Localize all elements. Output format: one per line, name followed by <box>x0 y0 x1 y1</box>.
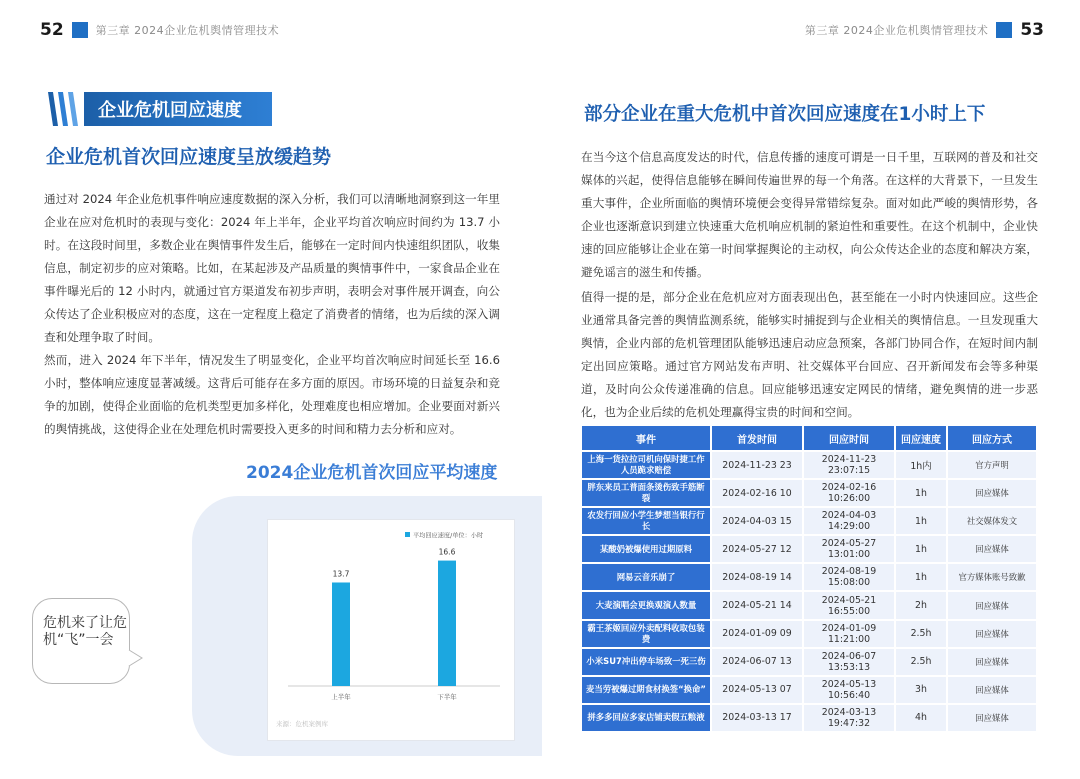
table-cell: 2024-06-07 13:53:13 <box>804 649 894 675</box>
bar-chart <box>268 520 516 742</box>
table-cell: 3h <box>896 677 946 703</box>
table-cell: 1h <box>896 536 946 562</box>
table-row <box>582 621 1036 647</box>
event-name-cell: 麦当劳被爆过期食材换签“换命” <box>582 677 710 703</box>
table-cell: 2024-05-13 10:56:40 <box>804 677 894 703</box>
table-cell: 2024-11-23 23 <box>712 452 802 478</box>
table-cell: 回应媒体 <box>948 480 1036 506</box>
chart-panel <box>267 519 515 741</box>
table-cell: 官方媒体账号致歉 <box>948 564 1036 590</box>
table-cell: 官方声明 <box>948 452 1036 478</box>
table-cell: 2024-05-27 12 <box>712 536 802 562</box>
table-cell: 回应媒体 <box>948 677 1036 703</box>
table-cell: 2024-08-19 15:08:00 <box>804 564 894 590</box>
table-cell: 2024-11-23 23:07:15 <box>804 452 894 478</box>
table-cell: 2024-02-16 10 <box>712 480 802 506</box>
slash-decoration-icon <box>44 92 84 126</box>
legend-label: 平均回应速度/单位：小时 <box>413 532 484 540</box>
left-heading: 企业危机首次回应速度呈放缓趋势 <box>46 146 332 168</box>
event-name-cell: 胖东来员工普面条烫伤致手筋断裂 <box>582 480 710 506</box>
table-cell: 社交媒体发文 <box>948 508 1036 534</box>
left-paragraph-1: 通过对 2024 年企业危机事件响应速度数据的深入分析，我们可以清晰地洞察到这一年里企业在应对危机时的表现与变化：2024 年上半年，企业平均首次响应时间约为 13.7 小时。在这段时间里，多数企业在舆情事件发生后，能够在一定时间内快速组织团队，收集信息，制定初步的应对策略。比如，在某起涉及产品质量的舆情事件中，一家食品企业在事件曝光后的 12 小时内，就通过官方渠道发布初步声明，表明会对事件展开调查，向公众传达了企业积极应对的态度，这在一定程度上稳定了消费者的情绪，也为后续的深入调查和处理争取了时间。 <box>44 192 500 344</box>
legend-swatch <box>405 532 410 537</box>
right-paragraph-1: 在当今这个信息高度发达的时代，信息传播的速度可谓是一日千里，互联网的普及和社交媒体的兴起，使得信息能够在瞬间传遍世界的每一个角落。在这样的大背景下，一旦发生重大事件，企业所面临的舆情环境便会变得异常错综复杂。面对如此严峻的舆情形势，各企业也逐渐意识到建立快速重大危机响应机制的紧迫性和重要性。在这个机制中，企业快速的回应能够让企业在第一时间掌握舆论的主动权，向公众传达企业的态度和解决方案，避免谣言的滋生和传播。 <box>581 150 1038 279</box>
event-name-cell: 农发行回应小学生梦想当银行行长 <box>582 508 710 534</box>
table-header-cell: 回应速度 <box>896 426 946 450</box>
chart-title: 2024企业危机首次回应平均速度 <box>246 463 498 483</box>
table-cell: 2024-05-21 16:55:00 <box>804 592 894 618</box>
page-marker-square <box>72 22 88 38</box>
section-banner <box>44 92 276 126</box>
event-name-cell: 上海一货拉拉司机向保时捷工作人员跪求赔偿 <box>582 452 710 478</box>
table-cell: 2024-04-03 15 <box>712 508 802 534</box>
table-cell: 2.5h <box>896 621 946 647</box>
table-row <box>582 592 1036 618</box>
data-label: 16.6 <box>438 547 456 557</box>
right-heading: 部分企业在重大危机中首次回应速度在1小时上下 <box>584 104 986 125</box>
table-cell: 回应媒体 <box>948 592 1036 618</box>
event-name-cell: 霸王茶姬回应外卖配料收取包装费 <box>582 621 710 647</box>
left-page-header <box>40 16 279 44</box>
event-name-cell: 网易云音乐崩了 <box>582 564 710 590</box>
table-row <box>582 480 1036 506</box>
x-tick-label: 上半年 <box>331 693 351 701</box>
table-row <box>582 677 1036 703</box>
table-cell: 2024-02-16 10:26:00 <box>804 480 894 506</box>
table-cell: 1h内 <box>896 452 946 478</box>
section-banner-title: 企业危机回应速度 <box>84 92 272 126</box>
event-name-cell: 拼多多回应多家店铺卖假五粮液 <box>582 705 710 731</box>
table-row <box>582 536 1036 562</box>
table-row <box>582 452 1036 478</box>
table-cell: 回应媒体 <box>948 621 1036 647</box>
table-cell: 2024-01-09 09 <box>712 621 802 647</box>
table-header-row <box>582 426 1036 450</box>
x-tick-label: 下半年 <box>437 693 457 701</box>
speech-bubble-tail-icon <box>126 648 144 668</box>
table-cell: 1h <box>896 508 946 534</box>
left-page-number: 52 <box>40 20 64 40</box>
right-chapter-title: 第三章 2024企业危机舆情管理技术 <box>804 24 989 37</box>
table-cell: 2024-08-19 14 <box>712 564 802 590</box>
table-row <box>582 705 1036 731</box>
table-cell: 1h <box>896 480 946 506</box>
event-name-cell: 某酸奶被爆使用过期原料 <box>582 536 710 562</box>
table-cell: 2024-06-07 13 <box>712 649 802 675</box>
right-page-number: 53 <box>1020 20 1044 40</box>
table-row <box>582 649 1036 675</box>
table-cell: 回应媒体 <box>948 536 1036 562</box>
left-chapter-title: 第三章 2024企业危机舆情管理技术 <box>95 24 280 37</box>
event-name-cell: 大麦演唱会更换观演人数量 <box>582 592 710 618</box>
table-cell: 4h <box>896 705 946 731</box>
data-label: 13.7 <box>332 569 350 579</box>
table-header-cell: 回应方式 <box>948 426 1036 450</box>
bar <box>438 561 456 686</box>
speech-bubble: 危机来了让危机“飞”一会 <box>32 598 130 684</box>
table-cell: 2024-03-13 17 <box>712 705 802 731</box>
table-cell: 2.5h <box>896 649 946 675</box>
table-cell: 回应媒体 <box>948 705 1036 731</box>
chart-source: 来源：危机案例库 <box>276 720 328 728</box>
table-cell: 1h <box>896 564 946 590</box>
right-page-header <box>805 16 1044 44</box>
table-cell: 2024-05-21 14 <box>712 592 802 618</box>
left-paragraph-2: 然而，进入 2024 年下半年，情况发生了明显变化，企业平均首次响应时间延长至 16.6 小时，整体响应速度显著减缓。这背后可能存在多方面的原因。市场环境的日益复杂和竞争的加剧，使得企业面临的危机类型更加多样化，处理难度也相应增加。企业要面对新兴的舆情挑战，这使得企业在处理危机时需要投入更多的时间和精力去分析和应对。 <box>44 353 500 436</box>
table-cell: 2024-05-13 07 <box>712 677 802 703</box>
page-marker-square <box>996 22 1012 38</box>
table-cell: 2024-03-13 19:47:32 <box>804 705 894 731</box>
bar <box>332 582 350 686</box>
table-cell: 2024-01-09 11:21:00 <box>804 621 894 647</box>
table-cell: 2h <box>896 592 946 618</box>
table-cell: 回应媒体 <box>948 649 1036 675</box>
table-header-cell: 回应时间 <box>804 426 894 450</box>
table-header-cell: 事件 <box>582 426 710 450</box>
event-name-cell: 小米SU7冲出停车场致一死三伤 <box>582 649 710 675</box>
right-paragraph-2: 值得一提的是，部分企业在危机应对方面表现出色，甚至能在一小时内快速回应。这些企业通常具备完善的舆情监测系统，能够实时捕捉到与企业相关的舆情信息。一旦发现重大舆情，企业内部的危机管理团队能够迅速启动应急预案，各部门协同合作，在短时间内制定出回应策略。通过官方网站发布声明、社交媒体平台回应、召开新闻发布会等多种渠道，及时向公众传递准确的信息。回应能够迅速安定网民的情绪，避免舆情的进一步恶化，也为企业后续的危机处理赢得宝贵的时间和空间。 <box>581 290 1038 419</box>
table-row <box>582 564 1036 590</box>
table-cell: 2024-04-03 14:29:00 <box>804 508 894 534</box>
table-header-cell: 首发时间 <box>712 426 802 450</box>
table-row <box>582 508 1036 534</box>
events-table <box>580 424 1038 733</box>
table-cell: 2024-05-27 13:01:00 <box>804 536 894 562</box>
